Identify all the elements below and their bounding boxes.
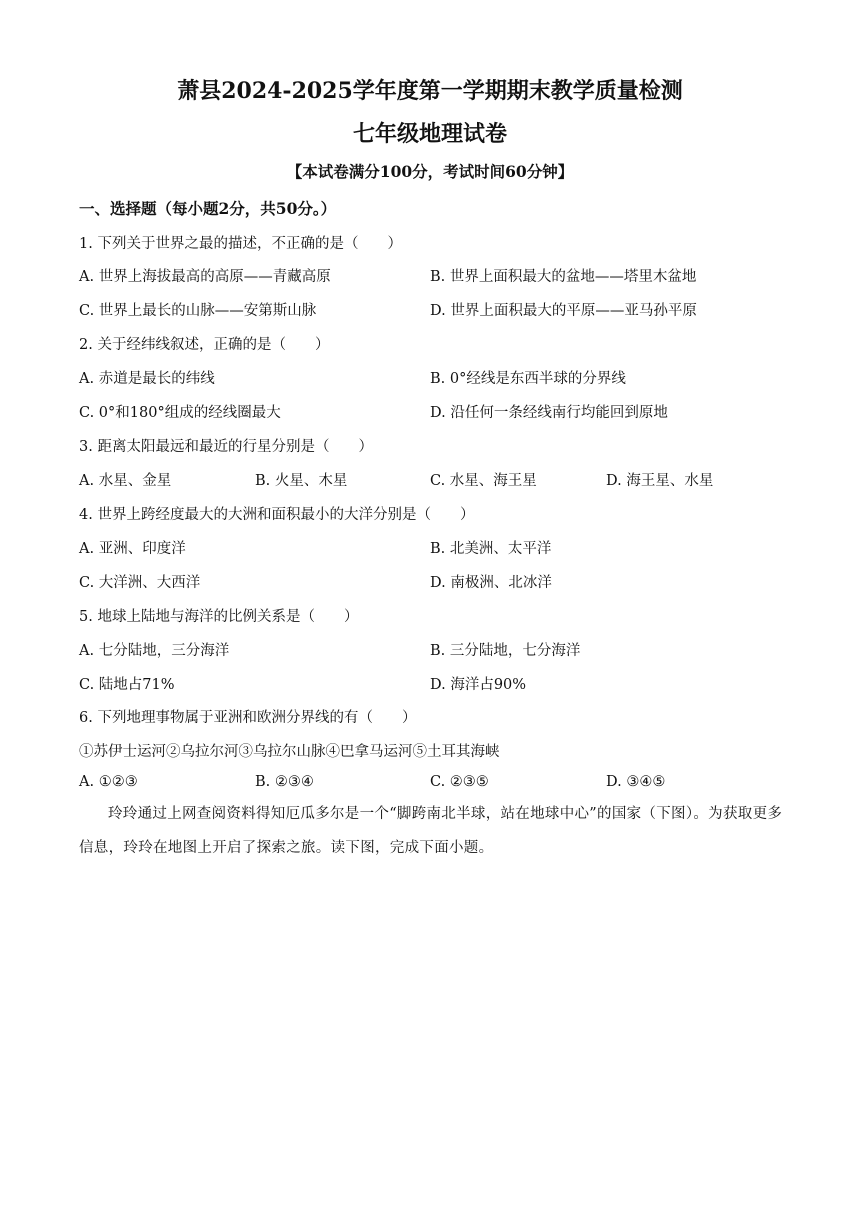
question-3-option-d: D. 海王星、水星	[606, 473, 714, 489]
question-4-option-b: B. 北美洲、太平洋	[430, 541, 552, 557]
question-1-option-b: B. 世界上面积最大的盆地——塔里木盆地	[430, 269, 697, 285]
question-6-option-c: C. ②③⑤	[430, 774, 489, 790]
question-4-option-d: D. 南极洲、北冰洋	[430, 575, 552, 591]
section-heading: 一、选择题（每小题2分，共50分。）	[79, 199, 337, 218]
question-5-option-a: A. 七分陆地，三分海洋	[79, 643, 230, 659]
question-4-option-c: C. 大洋洲、大西洋	[79, 575, 201, 591]
question-4-option-a: A. 亚洲、印度洋	[79, 541, 186, 557]
question-5-option-c: C. 陆地占71%	[79, 677, 175, 693]
question-6-items: ①苏伊士运河②乌拉尔河③乌拉尔山脉④巴拿马运河⑤土耳其海峡	[79, 744, 500, 760]
question-4-stem: 4. 世界上跨经度最大的大洲和面积最小的大洋分别是（ ）	[79, 507, 475, 523]
reading-passage: 玲玲通过上网查阅资料得知厄瓜多尔是一个“脚跨南北半球，站在地球中心”的国家（下图）。为获取更多信息，玲玲在地图上开启了探索之旅。读下图，完成下面小题。	[79, 806, 783, 856]
question-1-stem: 1. 下列关于世界之最的描述，不正确的是（ ）	[79, 236, 402, 252]
question-5-stem: 5. 地球上陆地与海洋的比例关系是（ ）	[79, 609, 359, 625]
question-5-option-d: D. 海洋占90%	[430, 677, 527, 693]
question-3-option-c: C. 水星、海王星	[430, 473, 537, 489]
question-6-option-a: A. ①②③	[79, 774, 138, 790]
question-1-option-a: A. 世界上海拔最高的高原——青藏高原	[79, 269, 331, 285]
question-3-option-a: A. 水星、金星	[79, 473, 172, 489]
exam-title: 萧县2024-2025学年度第一学期期末教学质量检测	[177, 78, 683, 104]
exam-note: 【本试卷满分100分，考试时间60分钟】	[286, 162, 574, 181]
exam-subtitle: 七年级地理试卷	[352, 121, 507, 147]
question-1-option-d: D. 世界上面积最大的平原——亚马孙平原	[430, 303, 697, 319]
question-2-option-d: D. 沿任何一条经线南行均能回到原地	[430, 405, 668, 421]
question-2-option-a: A. 赤道是最长的纬线	[79, 371, 215, 387]
question-6-stem: 6. 下列地理事物属于亚洲和欧洲分界线的有（ ）	[79, 710, 417, 726]
question-3-stem: 3. 距离太阳最远和最近的行星分别是（ ）	[79, 439, 373, 455]
question-6-option-b: B. ②③④	[255, 774, 314, 790]
question-2-stem: 2. 关于经纬线叙述，正确的是（ ）	[79, 337, 330, 353]
question-1-option-c: C. 世界上最长的山脉——安第斯山脉	[79, 303, 317, 319]
question-2-option-c: C. 0°和180°组成的经线圈最大	[79, 405, 281, 421]
question-5-option-b: B. 三分陆地，七分海洋	[430, 643, 581, 659]
question-3-option-b: B. 火星、木星	[255, 473, 348, 489]
question-2-option-b: B. 0°经线是东西半球的分界线	[430, 371, 626, 387]
question-6-option-d: D. ③④⑤	[606, 774, 666, 790]
